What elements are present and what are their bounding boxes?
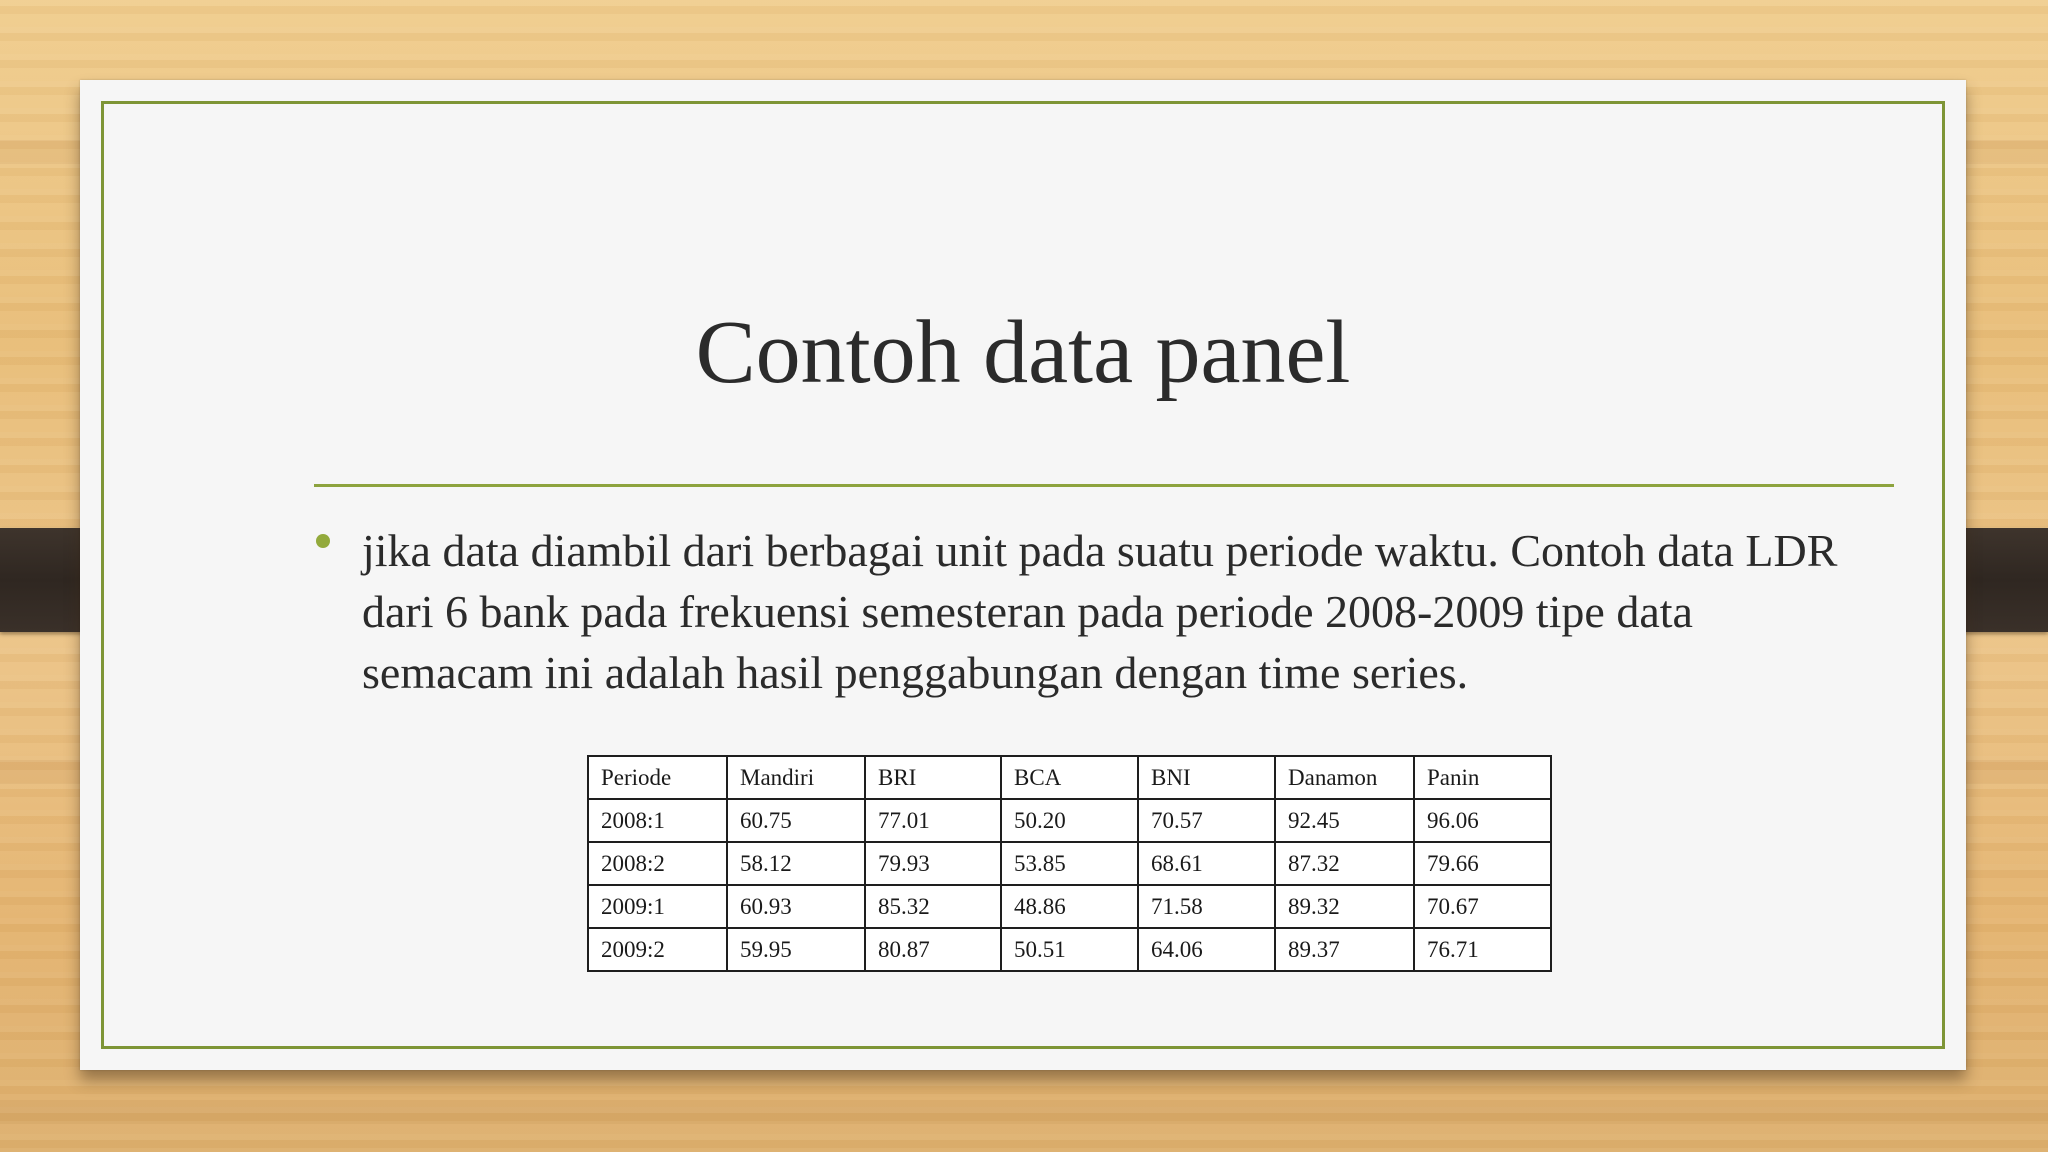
slide-title: Contoh data panel — [695, 303, 1351, 402]
table-value-cell: 79.93 — [865, 842, 1001, 885]
table-value-cell: 50.20 — [1001, 799, 1138, 842]
wood-grain — [0, 1100, 2048, 1124]
table-value-cell: 96.06 — [1414, 799, 1551, 842]
table-row — [588, 842, 1551, 885]
table-value-cell: 68.61 — [1138, 842, 1275, 885]
table-row — [588, 885, 1551, 928]
table-row — [588, 799, 1551, 842]
table-header-cell: Danamon — [1275, 756, 1414, 799]
table-value-cell: 71.58 — [1138, 885, 1275, 928]
bullet-text: jika data diambil dari berbagai unit pada suatu periode waktu. Contoh data LDR dari 6 bank pada frekuensi semesteran pada periode 2008-2009 tipe data semacam ini adalah hasil penggabungan dengan time series. — [362, 525, 1838, 698]
table-value-cell: 76.71 — [1414, 928, 1551, 971]
table-header-row — [588, 756, 1551, 799]
table-value-cell: 53.85 — [1001, 842, 1138, 885]
table-header-cell: BNI — [1138, 756, 1275, 799]
table-value-cell: 64.06 — [1138, 928, 1275, 971]
table-value-cell: 70.57 — [1138, 799, 1275, 842]
table-value-cell: 77.01 — [865, 799, 1001, 842]
table-value-cell: 70.67 — [1414, 885, 1551, 928]
table-value-cell: 59.95 — [727, 928, 865, 971]
table-value-cell: 60.75 — [727, 799, 865, 842]
table-header-cell: Panin — [1414, 756, 1551, 799]
table-value-cell: 80.87 — [865, 928, 1001, 971]
table-value-cell: 58.12 — [727, 842, 865, 885]
bullet-item — [314, 520, 1874, 703]
table-period-cell: 2009:1 — [588, 885, 727, 928]
table-body — [588, 756, 1551, 971]
table-value-cell: 89.37 — [1275, 928, 1414, 971]
table-value-cell: 89.32 — [1275, 885, 1414, 928]
table-period-cell: 2008:1 — [588, 799, 727, 842]
table-value-cell: 79.66 — [1414, 842, 1551, 885]
title-underline — [314, 484, 1894, 487]
table-header-cell: Periode — [588, 756, 727, 799]
table-value-cell: 85.32 — [865, 885, 1001, 928]
table-row — [588, 928, 1551, 971]
table-value-cell: 48.86 — [1001, 885, 1138, 928]
table-value-cell: 87.32 — [1275, 842, 1414, 885]
table-period-cell: 2008:2 — [588, 842, 727, 885]
table-header-cell: BCA — [1001, 756, 1138, 799]
slide — [80, 80, 1966, 1070]
table-value-cell: 92.45 — [1275, 799, 1414, 842]
table-header-cell: BRI — [865, 756, 1001, 799]
bullet-dot-icon — [316, 534, 330, 548]
table-value-cell: 60.93 — [727, 885, 865, 928]
table-period-cell: 2009:2 — [588, 928, 727, 971]
ldr-data-table — [587, 755, 1552, 972]
table-value-cell: 50.51 — [1001, 928, 1138, 971]
table-header-cell: Mandiri — [727, 756, 865, 799]
